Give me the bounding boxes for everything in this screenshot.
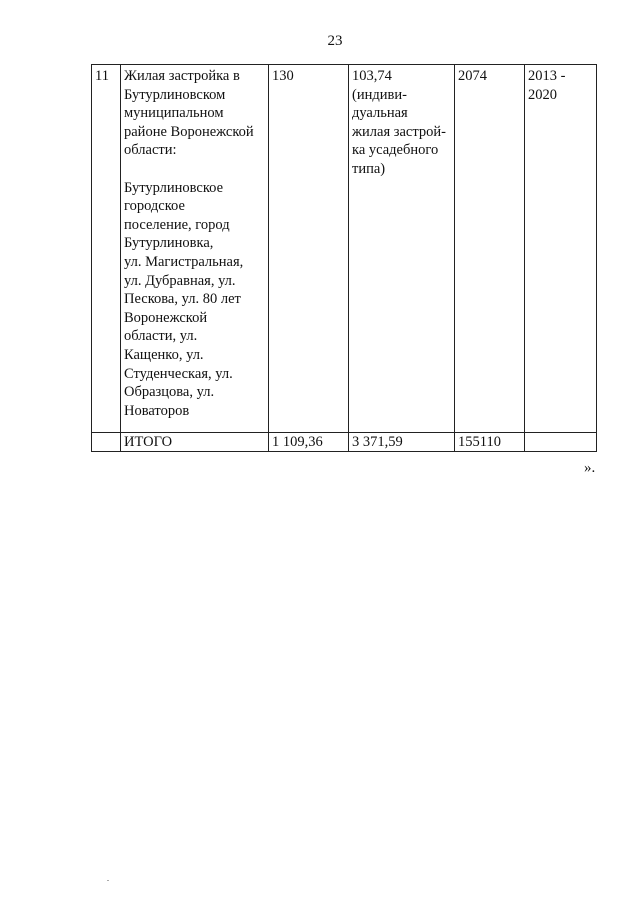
- description-line: Студенческая, ул.: [124, 365, 233, 382]
- row-number-cell: 11: [92, 65, 121, 433]
- description-line: Жилая застройка в: [124, 68, 240, 84]
- total-row: [92, 433, 597, 452]
- table-row: [92, 65, 597, 433]
- col6-line: 2013 -: [528, 68, 566, 84]
- description-line: районе Воронежской: [124, 123, 254, 140]
- col4-line: дуальная: [352, 105, 408, 122]
- description-line: Бутурлиновка,: [124, 235, 214, 252]
- col3-cell: 130: [269, 65, 349, 433]
- description-line: Пескова, ул. 80 лет: [124, 291, 241, 308]
- description-line: ул. Дубравная, ул.: [124, 272, 236, 289]
- total-col5: 155110: [455, 433, 525, 452]
- col4-line: жилая застрой-: [352, 123, 446, 140]
- col4-line: ка усадебного: [352, 142, 439, 159]
- col4-cell: [349, 65, 455, 433]
- col4-line: (индиви-: [352, 86, 407, 103]
- description-cell: [121, 65, 269, 433]
- description-line: области:: [124, 142, 177, 159]
- description-line: Новаторов: [124, 402, 190, 419]
- total-label: ИТОГО: [121, 433, 269, 452]
- description-line: Бутурлиновское: [124, 179, 224, 196]
- closing-quote: ».: [584, 460, 596, 476]
- col6-cell: [525, 65, 597, 433]
- scan-speck: [107, 880, 109, 881]
- col5-cell: 2074: [455, 65, 525, 433]
- description-line: Образцова, ул.: [124, 384, 215, 401]
- total-empty-cell: [525, 433, 597, 452]
- col4-line: 103,74: [352, 68, 392, 84]
- total-col3: 1 109,36: [269, 433, 349, 452]
- description-line: поселение, город: [124, 216, 230, 233]
- description-line: области, ул.: [124, 328, 198, 345]
- total-empty-cell: [92, 433, 121, 452]
- description-line: ул. Магистральная,: [124, 253, 244, 270]
- description-line: Бутурлиновском: [124, 86, 226, 103]
- data-table: [91, 64, 597, 452]
- description-line: Кащенко, ул.: [124, 346, 204, 363]
- description-line: городское: [124, 198, 185, 215]
- col4-line: типа): [352, 160, 386, 177]
- description-line: Воронежской: [124, 309, 208, 326]
- page-number: 23: [327, 33, 343, 49]
- total-col4: 3 371,59: [349, 433, 455, 452]
- col6-line: 2020: [528, 86, 557, 103]
- description-line: муниципальном: [124, 105, 224, 122]
